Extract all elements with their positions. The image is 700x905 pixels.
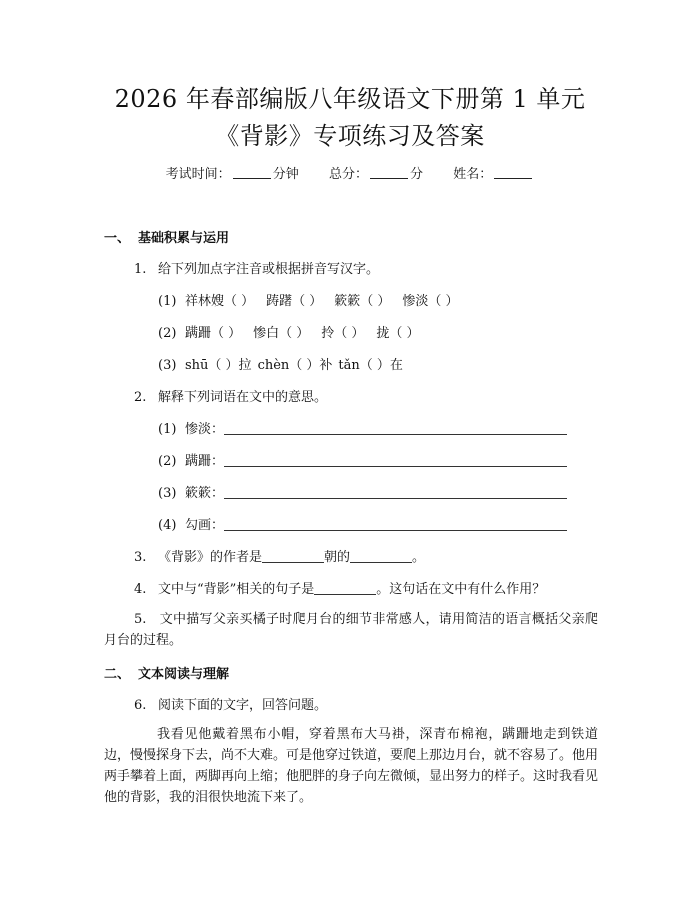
answer-line[interactable] <box>224 517 567 531</box>
question-6: 6. 阅读下面的文字，回答问题。 <box>134 698 328 713</box>
page-title-line-2: 《背影》专项练习及答案 <box>215 122 485 150</box>
q1-row-1: (1) 祥林嫂（ ） 踌躇（ ） 簌簌（ ） 惨淡（ ） <box>158 294 459 309</box>
time-unit: 分钟 <box>272 167 299 182</box>
time-label: 考试时间： <box>165 167 231 182</box>
q2-row-3: (3) 簌簌： <box>158 485 567 503</box>
q1-row-2: (2) 蹒跚（ ） 惨白（ ） 拎（ ） 拢（ ） <box>158 326 420 341</box>
section-heading-1: 一、 基础积累与运用 <box>104 231 230 246</box>
page-title-line-1: 2026 年春部编版八年级语文下册第 1 单元 <box>114 85 586 113</box>
q2-row-1: (1) 惨淡： <box>158 421 567 439</box>
question-3: 3. 《背影》的作者是 朝的 。 <box>134 550 426 565</box>
answer-line[interactable] <box>224 485 567 499</box>
author-blank[interactable] <box>262 549 324 563</box>
section-heading-2: 二、 文本阅读与理解 <box>104 667 230 682</box>
score-unit: 分 <box>410 167 424 182</box>
q2-row-4: (4) 勾画： <box>158 517 567 535</box>
answer-line[interactable] <box>224 453 567 467</box>
name-label: 姓名： <box>453 167 493 182</box>
question-2: 2. 解释下列词语在文中的意思。 <box>134 390 328 405</box>
name-blank <box>494 166 532 179</box>
score-label: 总分： <box>328 167 368 182</box>
answer-line[interactable] <box>224 421 567 435</box>
question-4: 4. 文中与“背影”相关的句子是 。这句话在文中有什么作用？ <box>134 582 546 597</box>
question-5: 5. 文中描写父亲买橘子时爬月台的细节非常感人，请用简洁的语言概括父亲爬月台的过程。 <box>104 612 598 648</box>
sentence-blank[interactable] <box>314 581 376 595</box>
question-1: 1. 给下列加点字注音或根据拼音写汉字。 <box>134 262 380 277</box>
q1-row-3: (3) shū（ ）拉 chèn（ ）补 tǎn（ ）在 <box>158 358 403 373</box>
q2-row-2: (2) 蹒跚： <box>158 453 567 471</box>
exam-info <box>0 166 700 184</box>
dynasty-blank[interactable] <box>350 549 412 563</box>
time-blank <box>233 166 271 179</box>
reading-passage: 我看见他戴着黑布小帽，穿着黑布大马褂，深青布棉袍，蹒跚地走到铁道边，慢慢探身下去，尚不大难。可是他穿过铁道，要爬上那边月台，就不容易了。他用两手攀着上面，两脚再向上缩；他肥胖的身子向左微倾，显出努力的样子。这时我看见他的背影，我的泪很快地流下来了。 <box>104 727 599 805</box>
score-blank <box>370 166 408 179</box>
